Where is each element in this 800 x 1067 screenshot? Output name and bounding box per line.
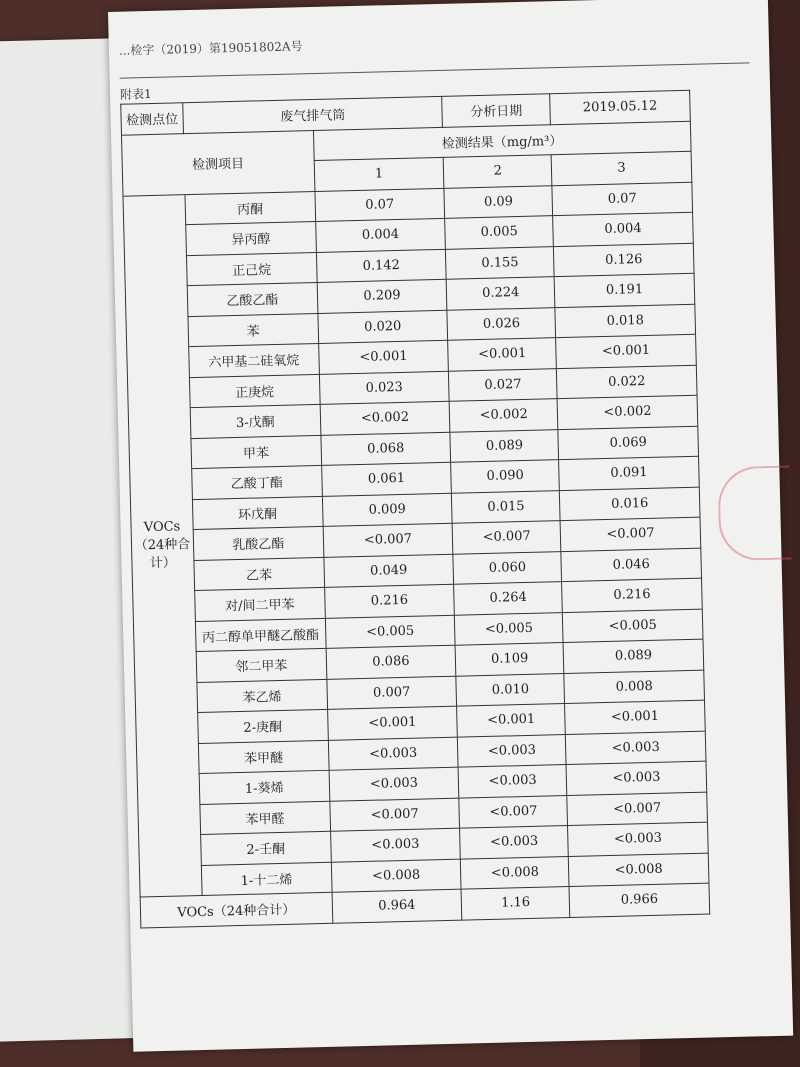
compound-name: 邻二甲苯 [196,648,326,682]
result-cell-2: 0.060 [453,551,562,584]
compound-name: 异丙醇 [186,221,316,255]
result-cell-1: <0.007 [323,523,453,557]
result-cell-3: 0.07 [552,182,693,216]
compound-name: 正己烷 [186,252,316,286]
result-cell-1: 0.209 [317,279,447,313]
total-cell-2: 1.16 [461,886,570,919]
total-cell-3: 0.966 [569,883,710,917]
compound-name: 丙二醇单甲醚乙酸酯 [195,618,325,652]
column-header-1: 1 [314,157,444,191]
result-cell-1: 0.07 [315,188,445,222]
result-cell-2: 0.015 [452,490,561,523]
doc-number: ...检字（2019）第19051802A号 [118,39,303,58]
result-cell-1: 0.004 [315,218,445,252]
compound-name: 1-十二烯 [201,862,331,896]
result-cell-3: 0.091 [559,456,700,490]
result-cell-2: <0.003 [458,734,567,767]
result-cell-3: <0.008 [568,853,709,887]
result-cell-1: <0.001 [318,340,448,374]
red-seal-stamp [717,465,791,561]
result-cell-1: <0.002 [320,401,450,435]
result-cell-1: 0.023 [319,371,449,405]
column-header-2: 2 [443,155,552,188]
group-label: VOCs（24种合计） [123,194,202,897]
compound-name: 苯甲醚 [198,740,328,774]
total-cell-1: 0.964 [332,889,462,923]
compound-name: 3-戊酮 [190,404,320,438]
result-cell-3: <0.002 [557,395,698,429]
location-label: 检测点位 [121,103,184,135]
compound-name: 丙酮 [185,191,315,225]
result-cell-2: 0.155 [446,246,555,279]
result-cell-1: 0.086 [326,645,456,679]
result-cell-1: 0.061 [321,462,451,496]
result-cell-2: <0.003 [460,826,569,859]
result-cell-3: 0.069 [558,426,699,460]
result-cell-3: 0.004 [553,212,694,246]
compound-name: 甲苯 [191,435,321,469]
compound-name: 环戊酮 [192,496,322,530]
compound-name: 2-壬酮 [201,831,331,865]
compound-name: 正庚烷 [189,374,319,408]
result-cell-3: 0.016 [559,487,700,521]
compound-name: 乙苯 [194,557,324,591]
result-cell-1: 0.009 [322,493,452,527]
result-cell-3: <0.007 [560,517,701,551]
item-header: 检测项目 [122,130,315,196]
result-cell-2: <0.008 [461,856,570,889]
result-cell-1: 0.142 [316,249,446,283]
result-cell-3: 0.022 [556,365,697,399]
result-cell-1: 0.007 [326,676,456,710]
column-header-3: 3 [551,151,692,185]
result-cell-2: 0.027 [449,368,558,401]
result-cell-2: <0.001 [448,338,557,371]
header-rule [120,62,750,78]
location-value: 废气排气筒 [183,96,443,133]
compound-name: 乙酸乙酯 [187,282,317,316]
results-table [120,90,710,928]
attachment-label: 附表1 [119,86,152,102]
result-cell-1: <0.007 [329,798,459,832]
compound-name: 对/间二甲苯 [195,587,325,621]
result-cell-2: 0.09 [444,185,553,218]
result-cell-3: 0.216 [562,578,703,612]
document-page [108,0,793,1052]
result-header: 检测结果（mg/m³） [313,121,691,161]
compound-name: 乙酸丁酯 [192,465,322,499]
result-cell-3: 0.126 [554,243,695,277]
result-cell-2: <0.003 [458,765,567,798]
result-cell-3: <0.003 [565,731,706,765]
result-cell-3: 0.046 [561,548,702,582]
result-cell-3: <0.001 [565,700,706,734]
result-cell-3: 0.191 [554,273,695,307]
result-cell-2: <0.007 [459,795,568,828]
result-cell-2: <0.007 [452,521,561,554]
result-cell-1: 0.216 [324,584,454,618]
result-cell-2: 0.109 [455,643,564,676]
result-cell-1: <0.003 [330,828,460,862]
result-cell-2: 0.005 [445,216,554,249]
result-cell-1: 0.020 [318,310,448,344]
compound-name: 2-庚酮 [198,709,328,743]
result-cell-3: 0.008 [564,670,705,704]
result-cell-1: <0.003 [328,737,458,771]
result-cell-3: <0.005 [562,609,703,643]
result-cell-2: 0.264 [454,582,563,615]
result-cell-3: <0.003 [566,761,707,795]
result-cell-3: <0.003 [568,822,709,856]
result-cell-3: <0.007 [567,792,708,826]
result-cell-3: <0.001 [556,334,697,368]
result-cell-1: <0.001 [327,706,457,740]
compound-name: 苯甲醛 [200,801,330,835]
result-cell-1: 0.068 [320,432,450,466]
result-cell-1: 0.049 [323,554,453,588]
result-cell-2: 0.224 [446,277,555,310]
total-label: VOCs（24种合计） [140,892,332,927]
result-cell-2: 0.090 [451,460,560,493]
result-cell-3: 0.018 [555,304,696,338]
result-cell-1: <0.008 [331,859,461,893]
result-cell-2: <0.002 [449,399,558,432]
compound-name: 乳酸乙酯 [193,526,323,560]
result-cell-1: <0.003 [329,767,459,801]
result-cell-2: <0.005 [455,612,564,645]
date-label: 分析日期 [442,94,551,127]
compound-name: 六甲基二硅氧烷 [189,343,319,377]
result-cell-2: 0.026 [447,307,556,340]
result-cell-2: 0.010 [456,673,565,706]
result-cell-2: 0.089 [450,429,559,462]
compound-name: 苯乙烯 [197,679,327,713]
result-cell-3: 0.089 [563,639,704,673]
result-cell-2: <0.001 [457,704,566,737]
compound-name: 苯 [188,313,318,347]
compound-name: 1-葵烯 [199,770,329,804]
date-value: 2019.05.12 [550,90,691,124]
result-cell-1: <0.005 [325,615,455,649]
